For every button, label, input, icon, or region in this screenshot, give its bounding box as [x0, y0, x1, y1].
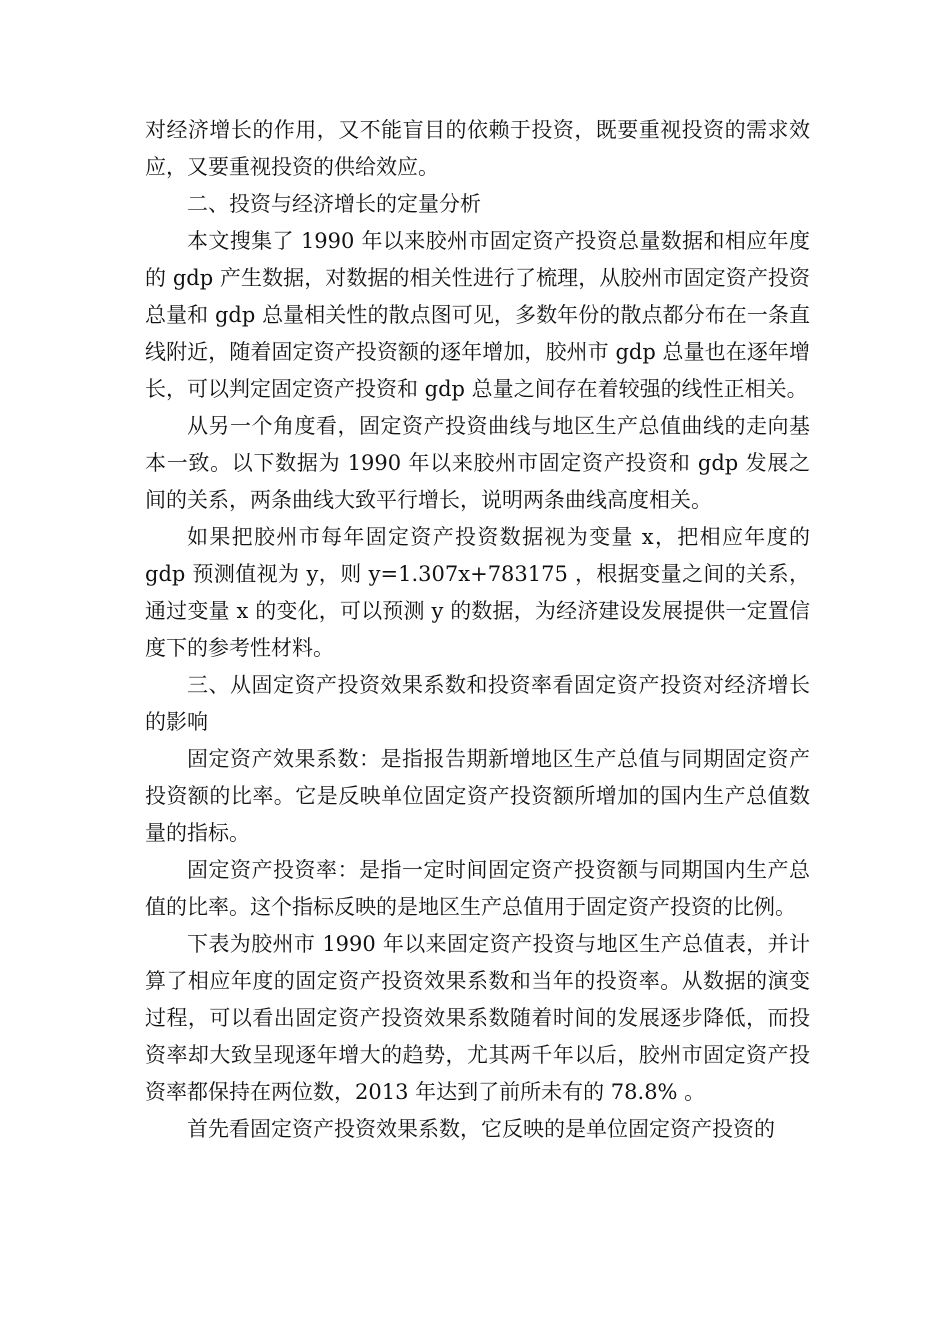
paragraph-continuation: 对经济增长的作用，又不能盲目的依赖于投资，既要重视投资的需求效应，又要重视投资的供给效应。 — [145, 118, 810, 179]
paragraph-curve-analysis: 从另一个角度看，固定资产投资曲线与地区生产总值曲线的走向基本一致。以下数据为 1990 年以来胶州市固定资产投资和 gdp 发展之间的关系，两条曲线大致平行增长，说明两条曲线高度相关。 — [145, 414, 810, 512]
paragraph-investment-rate-definition: 固定资产投资率：是指一定时间固定资产投资额与同期国内生产总值的比率。这个指标反映的是地区生产总值用于固定资产投资的比例。 — [145, 858, 810, 919]
paragraph-table-intro: 下表为胶州市 1990 年以来固定资产投资与地区生产总值表，并计算了相应年度的固定资产投资效果系数和当年的投资率。从数据的演变过程，可以看出固定资产投资效果系数随着时间的发展逐步降低，而投资率却大致呈现逐年增大的趋势，尤其两千年以后，胶州市固定资产投资率都保持在两位数，2013 年达到了前所未有的 78.8% 。 — [145, 932, 810, 1104]
paragraph-effect-coefficient-definition: 固定资产效果系数：是指报告期新增地区生产总值与同期固定资产投资额的比率。它是反映单位固定资产投资额所增加的国内生产总值数量的指标。 — [145, 747, 810, 845]
section-heading-3: 三、从固定资产投资效果系数和投资率看固定资产投资对经济增长的影响 — [145, 673, 810, 734]
section-heading-2: 二、投资与经济增长的定量分析 — [187, 192, 481, 216]
paragraph-scatter-analysis: 本文搜集了 1990 年以来胶州市固定资产投资总量数据和相应年度的 gdp 产生数据，对数据的相关性进行了梳理，从胶州市固定资产投资总量和 gdp 总量相关性的散点图可见，多数年份的散点都分布在一条直线附近，随着固定资产投资额的逐年增加，胶州市 gdp 总量也在逐年增长，可以判定固定资产投资和 gdp 总量之间存在着较强的线性正相关。 — [145, 229, 810, 401]
document-body — [145, 112, 810, 1148]
paragraph-regression: 如果把胶州市每年固定资产投资数据视为变量 x，把相应年度的 gdp 预测值视为 y，则 y=1.307x+783175 ，根据变量之间的关系，通过变量 x 的变化，可以预测 y 的数据，为经济建设发展提供一定置信度下的参考性材料。 — [145, 525, 810, 660]
paragraph-effect-coefficient-start: 首先看固定资产投资效果系数，它反映的是单位固定资产投资的 — [187, 1117, 775, 1141]
